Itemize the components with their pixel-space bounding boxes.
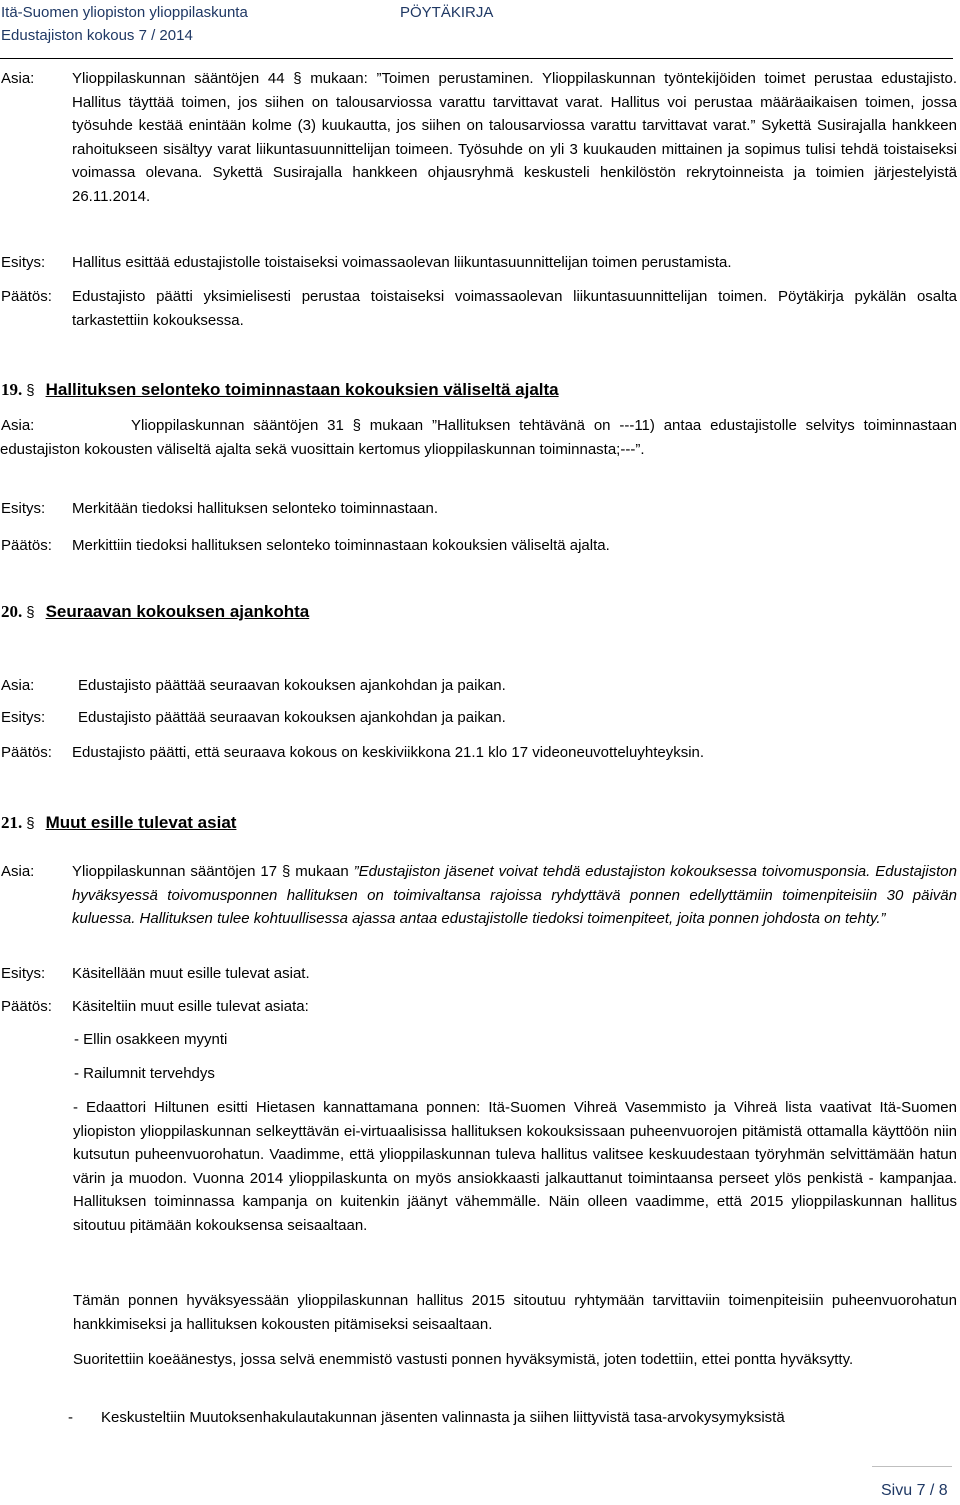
page-number: Sivu 7 / 8 [881,1482,948,1499]
asia-text: Ylioppilaskunnan sääntöjen 44 § mukaan: ”Toimen perustaminen. Ylioppilaskunnan työntekijöiden toimet perustaa edustajisto. Hallitus täyttää toimen, jos siihen on talousarviossa varattu tarvittavat varat. Hallitus voi perustaa määräaikaisen toimen, jossa työsuhde kestää enintään kolme (3) kuukautta, jos siihen on talousarviossa varattu tarvittavat varat.” Sykettä Susirajalla hankkeen rahoitukseen sisältyy varat liikuntasuunnittelijan toimeen. Työsuhde on yli 3 kuukauden mittainen ja sopimus tulisi tehdä toistaiseksi voimassa olevana. Sykettä Susirajalla hankkeen ohjausryhmä keskusteli henkilöstön rekrytoinneista ja toimien järjestelyistä 26.11.2014. [72,70,957,205]
section-sign: § [26,815,35,832]
list-item: - Railumnit tervehdys [74,1065,215,1082]
section-sign: § [26,382,35,399]
paatos-text: Edustajisto päätti, että seuraava kokous on keskiviikkona 21.1 klo 17 videoneuvotteluyhteyksin. [72,744,705,761]
item21-heading [1,811,236,836]
paatos-label: Päätös: [1,744,52,761]
item18-esitys [0,251,957,275]
list-item: - Edaattori Hiltunen esitti Hietasen kannattamana ponnen: Itä-Suomen Vihreä Vasemmisto ja Vihreä lista vaativat Itä-Suomen yliopiston ylioppilaskunnan selkeyttävän ei-virtuaalisissa hallituksen kokouksissaan puheenvuorojen pitämistä ottamalla käyttöön niin kutsutun puheenvuorohatun. Vaadimme, että ylioppilaskunnan tuleva hallitus valitsee keskuudestaan työryhmän selvittämään hatun värin ja muodon. Vuonna 2014 ylioppilaskunta on myös ansiokkaasti jalkauttanut toimintaansa perseet ylös penkistä - kampanjaa. Hallituksen toiminnassa kampanja on kuitenkin jäänyt vähemmälle. Näin olleen vaadimme, että 2015 ylioppilaskunnan hallitus sitoutuu pitämään kokouksensa seisaaltaan. [73,1099,957,1234]
item-number: 19. [1,380,23,399]
item21-asia [0,860,957,931]
paatos-label: Päätös: [1,288,52,305]
list-item-text: Keskusteltiin Muutoksenhakulautakunnan jäsenten valinnasta ja siihen liittyvistä tasa-arvokysymyksistä [101,1409,785,1426]
esitys-text: Käsitellään muut esille tulevat asiat. [72,965,310,982]
paatos-text: Edustajisto päätti yksimielisesti perustaa toistaiseksi voimassaolevan liikuntasuunnittelijan toimen. Pöytäkirja pykälän osalta tarkastettiin kokouksessa. [72,288,957,329]
asia-label: Asia: [1,863,35,880]
item19-asia [0,414,957,461]
meeting-name: Edustajiston kokous 7 / 2014 [1,27,193,44]
asia-text: Ylioppilaskunnan sääntöjen 31 § mukaan ”Hallituksen tehtävänä on ---11) antaa edustajistolle selvitys toiminnastaan edustajiston kokousten väliseltä ajalta sekä vuosittain kertomus ylioppilaskunnan toiminnasta;---”. [0,417,957,458]
header-divider [0,58,953,59]
paatos-text: Käsiteltiin muut esille tulevat asiata: [72,998,309,1015]
organization-name: Itä-Suomen yliopiston ylioppilaskunta [1,4,248,21]
item20-heading [1,600,309,625]
paatos-label: Päätös: [1,537,52,554]
list-dash: - [68,1409,73,1426]
asia-text [72,860,957,931]
document-type: PÖYTÄKIRJA [400,4,494,21]
item18-paatos [0,285,957,332]
item20-asia [0,674,957,698]
esitys-text: Hallitus esittää edustajistolle toistaiseksi voimassaolevan liikuntasuunnittelijan toimen perustamista. [72,254,732,271]
esitys-text: Edustajisto päättää seuraavan kokouksen ajankohdan ja paikan. [78,709,506,726]
item-title: Seuraavan kokouksen ajankohta [45,602,310,621]
paragraph: Suoritettiin koeäänestys, jossa selvä enemmistö vastusti ponnen hyväksymistä, joten todettiin, ettei pontta hyväksytty. [73,1351,854,1368]
asia-text: Edustajisto päättää seuraavan kokouksen ajankohdan ja paikan. [78,677,506,694]
esitys-label: Esitys: [1,254,46,271]
item-title: Hallituksen selonteko toiminnastaan kokouksien väliseltä ajalta [45,380,559,399]
section-sign: § [26,604,35,621]
item20-esitys [0,706,957,730]
item19-paatos [0,534,957,558]
esitys-label: Esitys: [1,709,46,726]
item20-paatos [0,741,957,765]
asia-label: Asia: [1,417,35,434]
item-number: 21. [1,813,23,832]
list-item-last [68,1406,957,1430]
item21-esitys [0,962,957,986]
esitys-label: Esitys: [1,965,46,982]
list-item: - Ellin osakkeen myynti [74,1031,228,1048]
esitys-label: Esitys: [1,500,46,517]
item18-asia [0,67,957,208]
paatos-label: Päätös: [1,998,52,1015]
item-title: Muut esille tulevat asiat [45,813,237,832]
esitys-text: Merkitään tiedoksi hallituksen selonteko toiminnastaan. [72,500,439,517]
paragraph: Tämän ponnen hyväksyessään ylioppilaskunnan hallitus 2015 sitoutuu ryhtymään tarvittaviin toimenpiteisiin puheenvuorohatun hankkimiseksi ja hallituksen kokousten pitämiseksi seisaaltaan. [73,1292,957,1333]
item21-paatos [0,995,957,1019]
item19-heading [1,378,559,403]
footer-divider [872,1466,952,1467]
asia-text-plain: Ylioppilaskunnan sääntöjen 17 § mukaan [72,863,354,880]
item19-esitys [0,497,957,521]
asia-text-quote: ”Edustajiston jäsenet voivat tehdä edustajiston kokouksessa toivomusponsia. Edustajiston hyväksyessä toivomusponnen hallituksen on toimivaltansa rajoissa ryhdyttävä ponnen edellyttämiin toimenpiteisiin 30 päivän kuluessa. Hallituksen tulee kohtuullisessa ajassa antaa edustajistolle tiedoksi toimenpiteet, joita ponnen johdosta on tehty.” [72,863,957,927]
asia-label: Asia: [1,70,35,87]
asia-label: Asia: [1,677,35,694]
item-number: 20. [1,602,23,621]
paatos-text: Merkittiin tiedoksi hallituksen selonteko toiminnastaan kokouksien väliseltä ajalta. [72,537,610,554]
